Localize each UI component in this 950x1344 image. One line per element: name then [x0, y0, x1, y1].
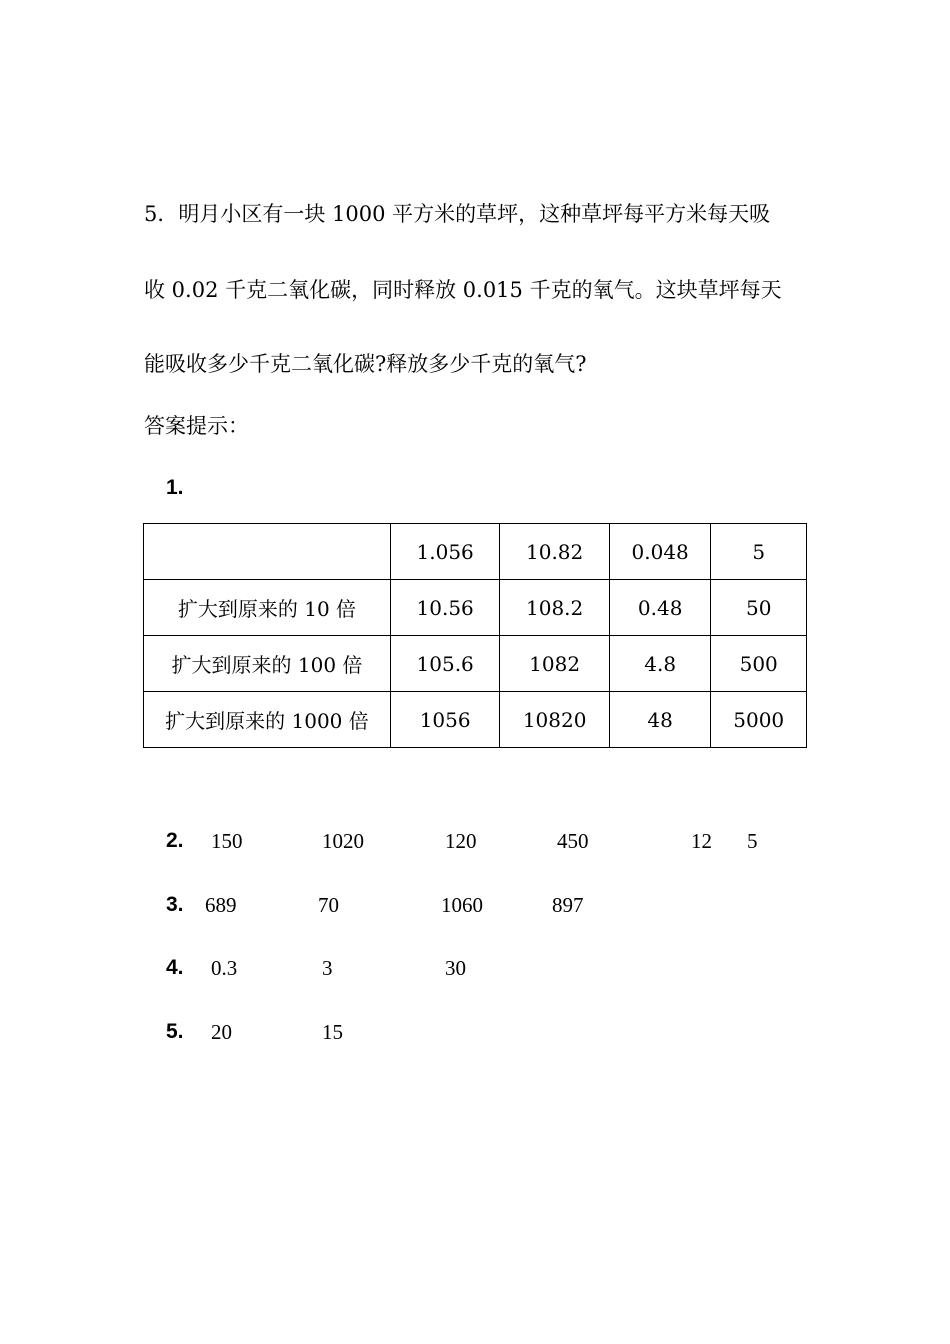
answer5-value: 20 — [211, 1020, 232, 1044]
answer3-label: 3. — [166, 893, 184, 916]
answers-heading: 答案提示： — [144, 414, 249, 438]
table-cell: 5 — [711, 524, 807, 580]
table-cell: 1.056 — [390, 524, 499, 580]
answer1-label: 1. — [166, 476, 184, 499]
answer2-value: 5 — [747, 829, 758, 853]
answer4-value: 30 — [445, 956, 466, 980]
answer4-value: 3 — [322, 956, 333, 980]
answer1-table — [143, 523, 807, 748]
table-cell: 10.56 — [390, 580, 499, 636]
answer3-value: 70 — [318, 893, 339, 917]
answer4-value: 0.3 — [211, 956, 238, 980]
table-cell: 0.048 — [609, 524, 711, 580]
table-cell — [144, 524, 391, 580]
table-row — [144, 580, 807, 636]
problem5-line2: 收 0.02 千克二氧化碳，同时释放 0.015 千克的氧气。这块草坪每天 — [144, 278, 782, 302]
answer2-value: 120 — [445, 829, 477, 853]
problem5-line1: 5．明月小区有一块 1000 平方米的草坪，这种草坪每平方米每天吸 — [144, 202, 771, 226]
answer3-value: 1060 — [441, 893, 483, 917]
table-cell: 5000 — [711, 692, 807, 748]
problem5-line3: 能吸收多少千克二氧化碳?释放多少千克的氧气? — [144, 352, 587, 376]
table-cell: 50 — [711, 580, 807, 636]
answer2-value: 450 — [557, 829, 589, 853]
table-cell: 10.82 — [500, 524, 610, 580]
table-cell: 扩大到原来的 10 倍 — [144, 580, 391, 636]
table-cell: 500 — [711, 636, 807, 692]
table-row — [144, 692, 807, 748]
table-cell: 48 — [609, 692, 711, 748]
table-cell: 1056 — [390, 692, 499, 748]
answer2-value: 1020 — [322, 829, 364, 853]
table-cell: 4.8 — [609, 636, 711, 692]
answer4-label: 4. — [166, 956, 184, 979]
table-cell: 扩大到原来的 1000 倍 — [144, 692, 391, 748]
table-cell: 105.6 — [390, 636, 499, 692]
table-cell: 108.2 — [500, 580, 610, 636]
table-header-row — [144, 524, 807, 580]
answer5-value: 15 — [322, 1020, 343, 1044]
table-cell: 0.48 — [609, 580, 711, 636]
table-cell: 1082 — [500, 636, 610, 692]
table-cell: 扩大到原来的 100 倍 — [144, 636, 391, 692]
answer3-value: 689 — [205, 893, 237, 917]
table-row — [144, 636, 807, 692]
table-cell: 10820 — [500, 692, 610, 748]
answer5-label: 5. — [166, 1020, 184, 1043]
answer3-value: 897 — [552, 893, 584, 917]
answer2-value: 12 — [691, 829, 712, 853]
answer2-value: 150 — [211, 829, 243, 853]
answer2-label: 2. — [166, 829, 184, 852]
